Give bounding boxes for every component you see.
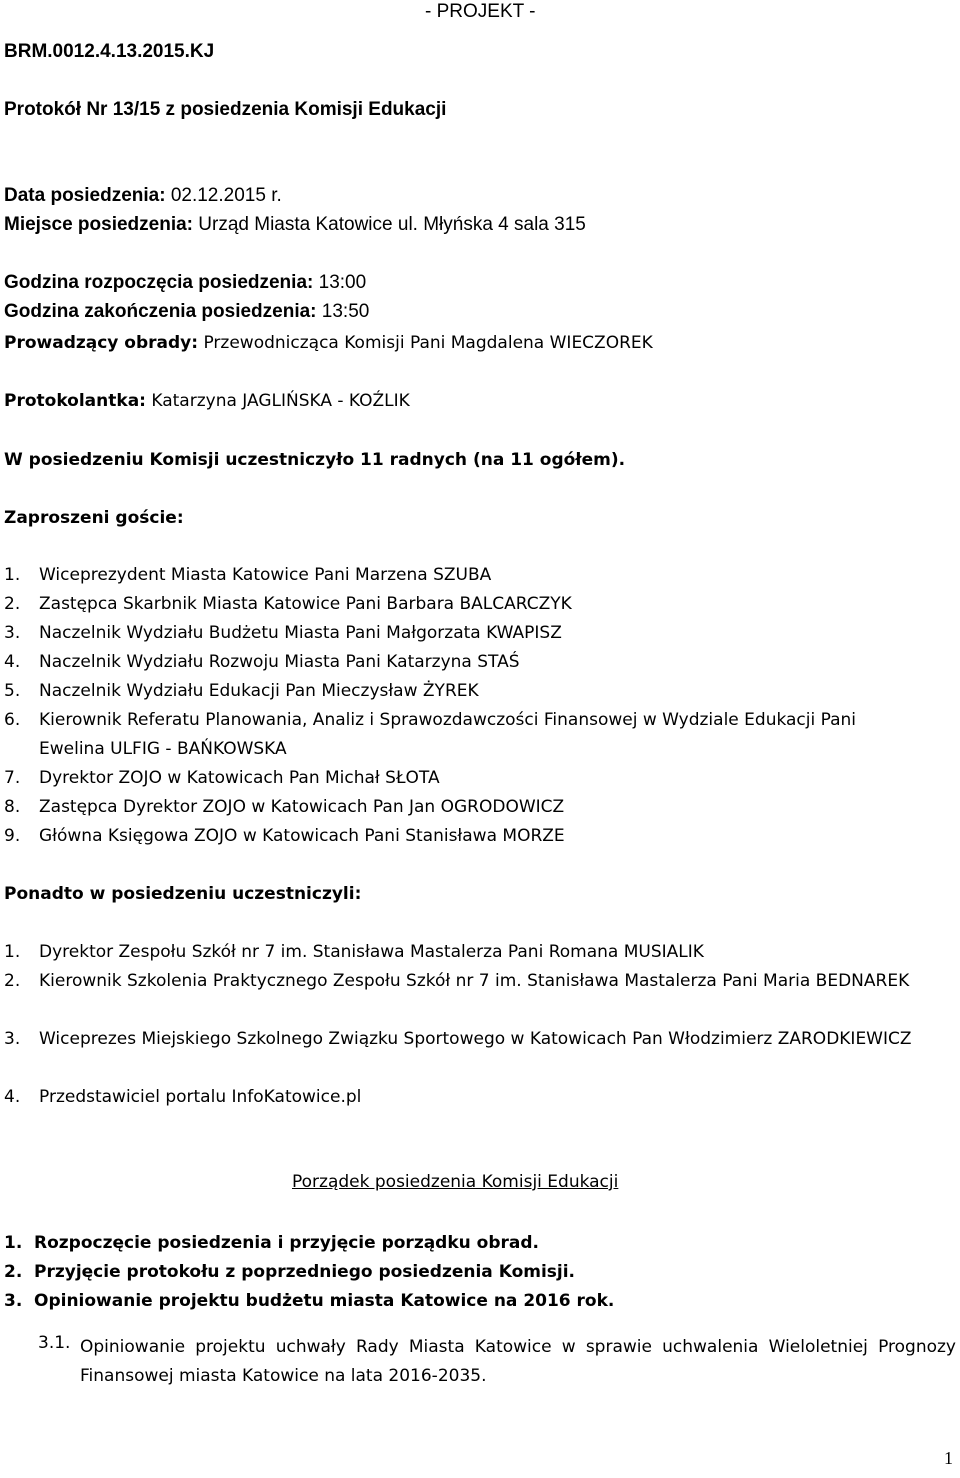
- place-value: Urząd Miasta Katowice ul. Młyńska 4 sala 315: [198, 214, 586, 235]
- date-value: 02.12.2015 r.: [170, 185, 282, 206]
- start-value: 13:00: [318, 272, 367, 293]
- chair-value: Przewodnicząca Komisji Pani Magdalena WIECZOREK: [203, 333, 653, 353]
- project-label: - PROJEKT -: [425, 1, 536, 22]
- start-time: [4, 272, 366, 294]
- document-page: BRM.0012.4.13.2015.KJ - PROJEKT - Protokół Nr 13/15 z posiedzenia Komisji Edukacji Data posiedzenia: 02.12.2015 r. Miejsce posiedzenia: Urząd Miasta Katowice ul. Młyńska 4 sala 315 Godzina rozpoczęcia posiedzenia: 13:00 Godzina zakończenia posiedzenia: 13:50 Prowadzący obrady: Przewodnicząca Komisji Pani Magdalena WIECZOREK Protokolantka: Katarzyna JAGLIŃSKA - KOŹLIK W posiedzeniu Komisji uczestniczyło 11 radnych (na 11 ogółem). Zaproszeni goście: 1. Wiceprezydent Miasta Katowice Pani Marzena SZUBA 2. Zastępca Skarbnik Miasta Katowice Pani Barbara BALCARCZYK 3. Naczelnik Wydziału Budżetu Miasta Pani Małgorzata KWAPISZ 4. Naczelnik Wydziału Rozwoju Miasta Pani Katarzyna STAŚ 5. Naczelnik Wydziału Edukacji Pan Mieczysław ŻYREK 6. Kierownik Referatu Planowania, Analiz i Sprawozdawczości Finansowej w Wydziale Edukacji Pani Ewelina ULFIG - BAŃKOWSKA 7. Dyrektor ZOJO w Katowicach Pan Michał SŁOTA 8. Zastępca Dyrektor ZOJO w Katowicach Pan Jan OGRODOWICZ 9. Główna Księgowa ZOJO w Katowicach Pani Stanisława MORZE Ponadto w posiedzeniu uczestniczyli: 1. Dyrektor Zespołu Szkół nr 7 im. Stanisława Mastalerza Pani Romana MUSIALIK 2. Kierownik Szkolenia Praktycznego Zespołu Szkół nr 7 im. Stanisława Mastalerza Pani Maria BEDNAREK 3. Wiceprezes Miejskiego Szkolnego Związku Sportowego w Katowicach Pan Włodzimierz ZARODKIEWICZ 4. Przedstawiciel portalu InfoKatowice.pl Porządek posiedzenia Komisji Edukacji 1. Rozpoczęcie posiedzenia i przyjęcie porządku obrad. 2. Przyjęcie protokołu z poprzedniego posiedzenia Komisji. 3. Opiniowanie projektu budżetu miasta Katowice na 2016 rok. 3.1. Opiniowanie projektu uchwały Rady Miasta Katowice w sprawie uchwalenia Wieloletniej Prognozy Finansowej miasta Katowice na lata 2016-2035. 1: [4, 1, 956, 1468]
- document-title: Protokół Nr 13/15 z posiedzenia Komisji Edukacji: [4, 99, 447, 120]
- date-label: Data posiedzenia:: [4, 185, 166, 206]
- document-reference: BRM.0012.4.13.2015.KJ: [4, 41, 215, 62]
- meeting-date: [4, 185, 282, 207]
- start-label: Godzina rozpoczęcia posiedzenia:: [4, 272, 314, 293]
- place-label: Miejsce posiedzenia:: [4, 214, 194, 235]
- agenda-subitem-number: 3.1.: [38, 1333, 71, 1353]
- recorder: [4, 391, 410, 411]
- end-value: 13:50: [321, 301, 370, 322]
- recorder-label: Protokolantka:: [4, 391, 146, 411]
- agenda-subitem-text: Opiniowanie projektu uchwały Rady Miasta Katowice w sprawie uchwalenia Wieloletniej Prognozy Finansowej miasta Katowice na lata 2016-2035.: [80, 1337, 956, 1386]
- others-heading: Ponadto w posiedzeniu uczestniczyli:: [4, 884, 362, 904]
- page-number: 1: [944, 1448, 953, 1468]
- meeting-place: [4, 214, 586, 236]
- recorder-value: Katarzyna JAGLIŃSKA - KOŹLIK: [151, 391, 410, 411]
- end-time: [4, 301, 369, 323]
- chair: [4, 333, 653, 353]
- guests-heading: Zaproszeni goście:: [4, 508, 184, 528]
- end-label: Godzina zakończenia posiedzenia:: [4, 301, 317, 322]
- agenda-heading: Porządek posiedzenia Komisji Edukacji: [292, 1172, 619, 1192]
- attendance-statement: W posiedzeniu Komisji uczestniczyło 11 radnych (na 11 ogółem).: [4, 450, 626, 470]
- chair-label: Prowadzący obrady:: [4, 333, 199, 353]
